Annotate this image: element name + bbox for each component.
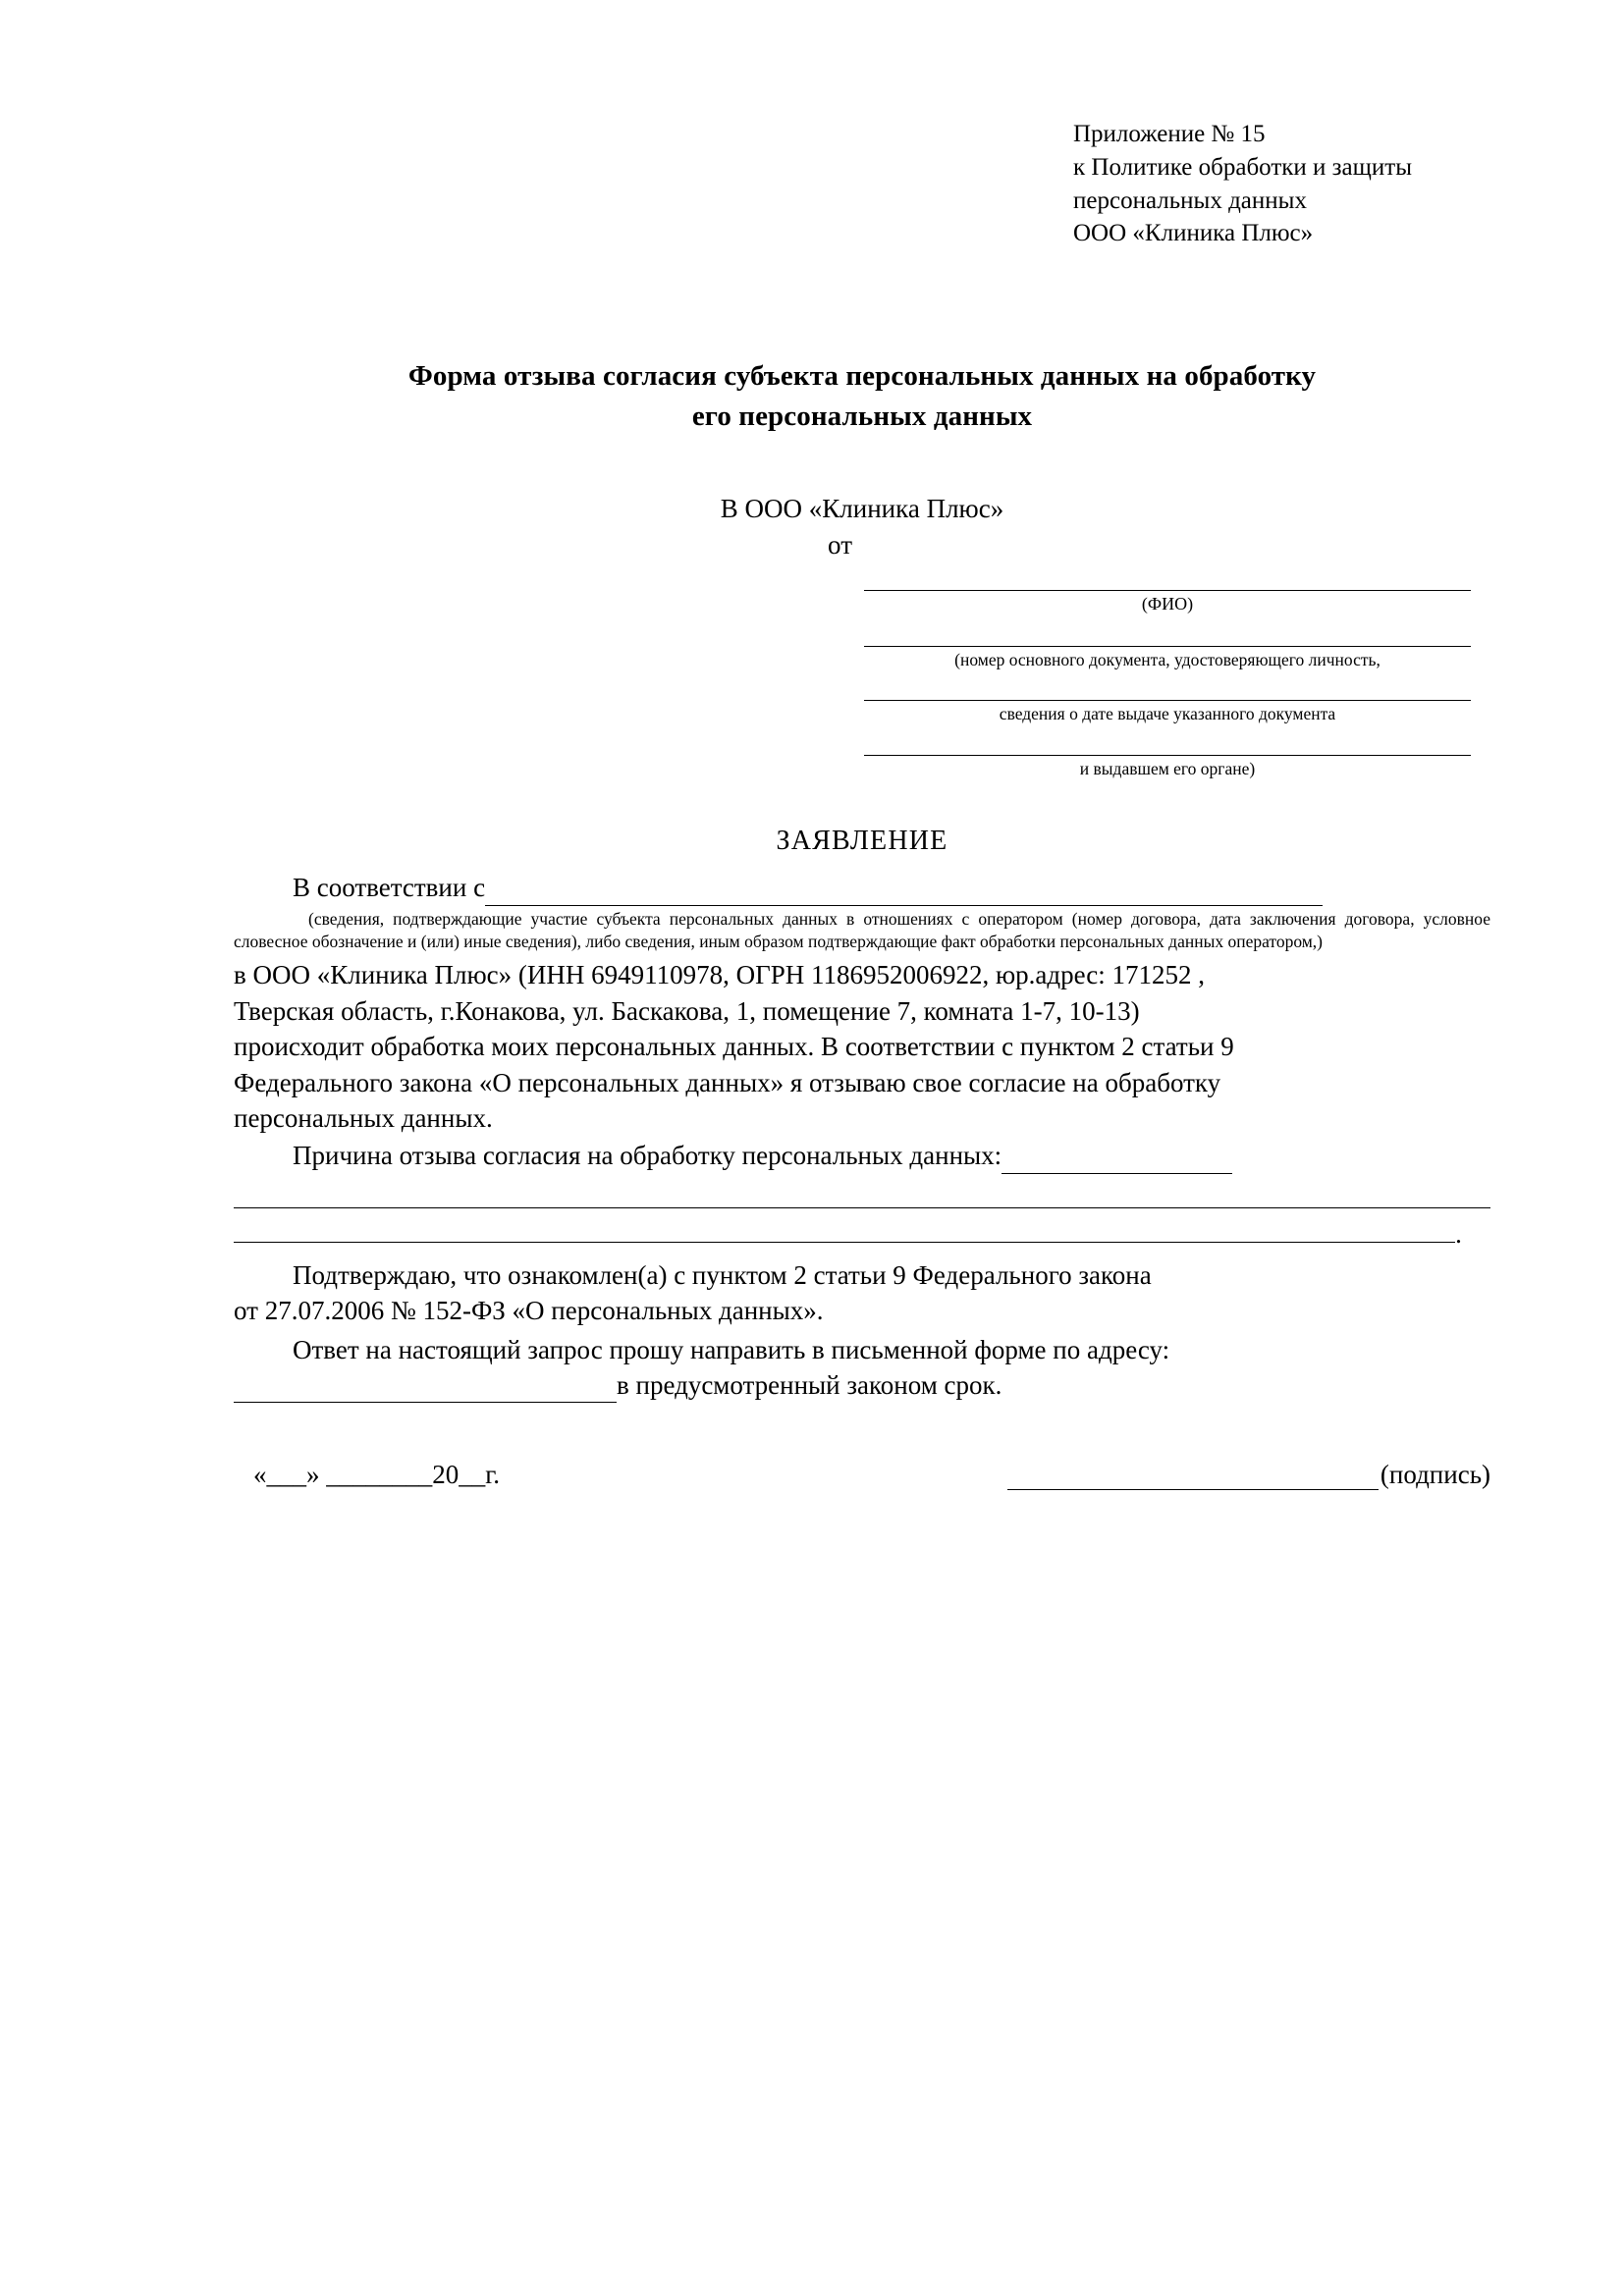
addressee-fields	[864, 561, 1471, 780]
document-content	[234, 118, 1490, 1490]
answer-text: Ответ на настоящий запрос прошу направить в письменной форме по адресу:	[293, 1334, 1170, 1364]
date-field[interactable]: «___» ________20__г.	[253, 1460, 501, 1490]
page-title-line-1: Форма отзыва согласия субъекта персональных данных на обработку	[407, 360, 1317, 392]
appendix-line-1: Приложение № 15	[1073, 121, 1266, 147]
reason-input-line-1[interactable]	[1001, 1149, 1232, 1174]
reason-input-line-2[interactable]	[234, 1174, 1490, 1208]
fio-caption: (ФИО)	[1141, 594, 1194, 614]
reason-row-3	[234, 1208, 1490, 1253]
page-title	[234, 356, 1490, 437]
doc-issuer-input-line[interactable]	[864, 725, 1471, 756]
addressee-organization: В ООО «Клиника Плюс»	[720, 494, 1004, 524]
answer-tail-text: в предусмотренный законом срок.	[617, 1369, 1002, 1400]
main-paragraph-line-5: персональных данных.	[234, 1103, 493, 1134]
fineprint-note	[234, 908, 1490, 953]
in-accordance-row	[234, 871, 1490, 906]
main-paragraph-line-4: Федерального закона «О персональных данных» я отзываю свое согласие на обработку	[234, 1067, 1221, 1097]
fio-input-line[interactable]	[864, 561, 1471, 591]
from-label: от	[828, 530, 852, 561]
fineprint-text: (сведения, подтверждающие участие субъекта персональных данных в отношениях с оператором (номер договора, дата заключения договора, условное словесное обозначение и (или) иные сведения), либо сведения, иным образом подтверждающие факт обработки персональных данных оператором,)	[234, 908, 1490, 951]
signature-input-line[interactable]	[1007, 1464, 1379, 1490]
confirmation-text-1: Подтверждаю, что ознакомлен(а) с пунктом 2 статьи 9 Федерального закона	[293, 1259, 1152, 1290]
reason-input-line-3[interactable]	[234, 1208, 1455, 1243]
doc-number-field[interactable]	[864, 616, 1471, 671]
signature-row	[234, 1460, 1490, 1490]
doc-issuer-caption: и выдавшем его органе)	[1079, 759, 1256, 779]
appendix-line-2: к Политике обработки и защиты	[1073, 153, 1413, 181]
confirmation-line-2: от 27.07.2006 № 152-ФЗ «О персональных данных».	[234, 1295, 824, 1325]
reason-label: Причина отзыва согласия на обработку персональных данных:	[293, 1140, 1002, 1170]
addressee-block	[234, 494, 1490, 780]
doc-number-input-line[interactable]	[864, 616, 1471, 647]
signature-caption: (подпись)	[1380, 1460, 1490, 1490]
doc-date-field[interactable]	[864, 670, 1471, 725]
reason-row	[234, 1139, 1490, 1174]
confirmation-line-1	[234, 1258, 1490, 1294]
from-row	[234, 530, 1490, 561]
document-body	[234, 871, 1490, 1403]
statement-heading: ЗАЯВЛЕНИЕ	[776, 825, 948, 856]
signature-field	[676, 1460, 1490, 1490]
doc-issuer-field[interactable]	[864, 725, 1471, 780]
doc-date-caption: сведения о дате выдаче указанного документа	[999, 704, 1336, 724]
main-paragraph-line-1: в ООО «Клиника Плюс» (ИНН 6949110978, ОГРН 1186952006922, юр.адрес: 171252 ,	[234, 960, 1206, 990]
page-title-line-2: его персональных данных	[691, 400, 1033, 433]
confirmation-paragraph	[234, 1258, 1490, 1329]
doc-number-caption: (номер основного документа, удостоверяющего личность,	[954, 649, 1380, 669]
appendix-line-3: персональных данных	[1073, 187, 1307, 214]
in-accordance-input-line[interactable]	[485, 881, 1323, 906]
main-paragraph-line-3: происходит обработка моих персональных данных. В соответствии с пунктом 2 статьи 9	[234, 1032, 1234, 1062]
in-accordance-label: В соответствии с	[293, 872, 486, 902]
appendix-line-4: ООО «Клиника Плюс»	[1073, 220, 1314, 247]
address-input-line[interactable]	[234, 1376, 617, 1403]
reason-end-dot: .	[1455, 1218, 1462, 1249]
appendix-header	[1073, 118, 1490, 250]
answer-line-2	[234, 1368, 1490, 1404]
main-paragraph-line-2: Тверская область, г.Конакова, ул. Баскакова, 1, помещение 7, комната 1-7, 10-13)	[234, 995, 1140, 1026]
main-paragraph	[234, 957, 1490, 1137]
doc-date-input-line[interactable]	[864, 670, 1471, 701]
answer-paragraph	[234, 1333, 1490, 1404]
answer-line-1	[234, 1333, 1490, 1368]
fio-field[interactable]	[864, 561, 1471, 615]
